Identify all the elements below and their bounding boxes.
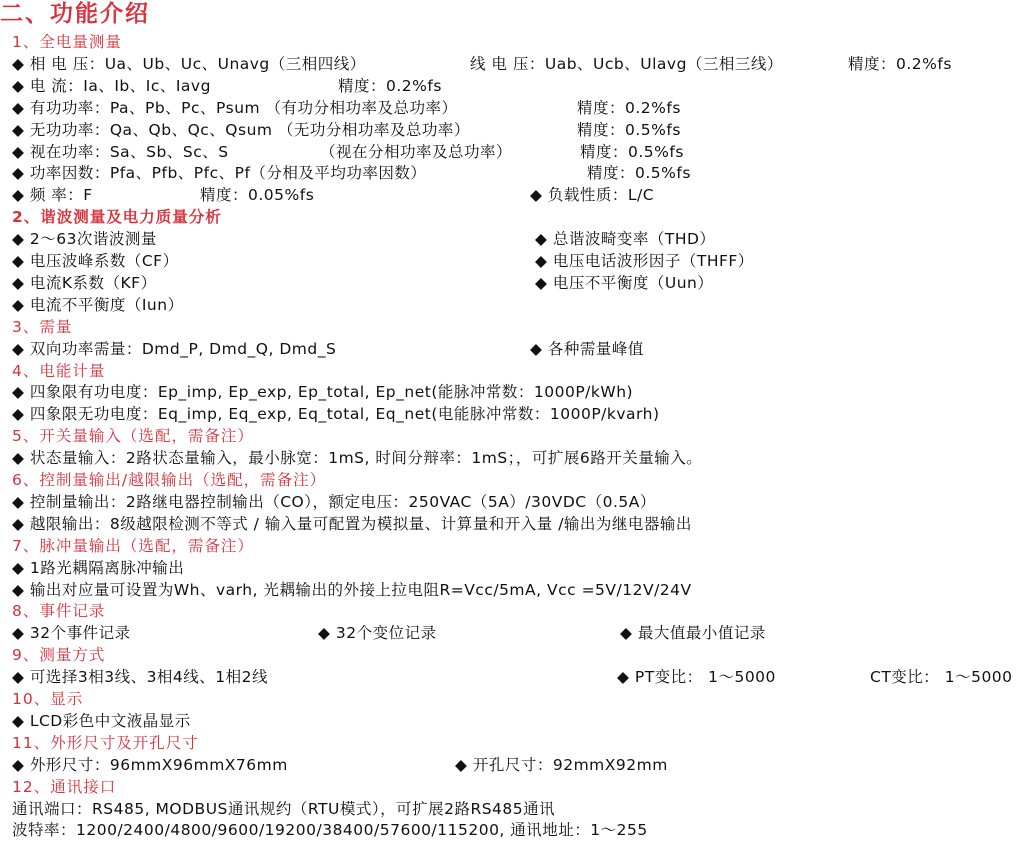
section-heading: 7、脉冲量输出（选配，需备注） <box>12 536 254 555</box>
page-title: 二、功能介绍 <box>0 1 150 27</box>
spec-text: ◆ 电流不平衡度（Iun） <box>12 295 184 314</box>
spec-line <box>0 579 1030 601</box>
spec-text: ◆ 外形尺寸：96mmX96mmX76mm <box>12 755 288 774</box>
spec-line <box>0 513 1030 535</box>
spec-line <box>0 119 1030 141</box>
section-heading: 3、需量 <box>12 317 73 336</box>
spec-text: ◆ 1路光耦隔离脉冲输出 <box>12 558 185 577</box>
spec-line <box>0 819 1030 841</box>
spec-line <box>0 491 1030 513</box>
spec-text: ◆ 频 率：F <box>12 186 93 205</box>
spec-line <box>0 272 1030 294</box>
spec-text: ◆ 总谐波畸变率（THD） <box>535 230 716 249</box>
spec-text: ◆ 四象限无功电度：Eq_imp, Eq_exp, Eq_total, Eq_net(电能脉冲常数：1000P/kvarh) <box>12 405 660 424</box>
spec-line <box>0 228 1030 250</box>
spec-line <box>0 294 1030 316</box>
spec-line <box>0 622 1030 644</box>
spec-text: 精度：0.2%fs <box>848 54 952 73</box>
spec-text: ◆ 32个事件记录 <box>12 624 131 643</box>
section-heading: 10、显示 <box>12 690 84 708</box>
spec-text: 线 电 压：Uab、Ucb、Ulavg（三相三线） <box>470 54 783 73</box>
spec-text: 通讯端口：RS485, MODBUS通讯规约（RTU模式），可扩展2路RS485通讯 <box>12 799 556 818</box>
section-heading: 11、外形尺寸及开孔尺寸 <box>12 733 199 752</box>
spec-text: 波特率：1200/2400/4800/9600/19200/38400/57600/115200, 通讯地址：1～255 <box>12 821 648 840</box>
spec-line <box>0 75 1030 97</box>
spec-text: ◆ 各种需量峰值 <box>530 339 644 358</box>
spec-line <box>0 250 1030 272</box>
spec-line <box>0 97 1030 119</box>
section-heading: 1、全电量测量 <box>12 33 122 51</box>
spec-line <box>0 403 1030 425</box>
spec-text: ◆ 2～63次谐波测量 <box>12 230 157 249</box>
spec-text: CT变比： 1～5000 <box>870 668 1013 687</box>
section-heading: 8、事件记录 <box>12 602 106 621</box>
spec-line <box>0 447 1030 469</box>
spec-line <box>0 557 1030 579</box>
spec-text: ◆ 开孔尺寸：92mmX92mm <box>455 755 668 774</box>
spec-line <box>0 184 1030 206</box>
spec-text: ◆ 控制量输出：2路继电器控制输出（CO），额定电压：250VAC（5A）/30VDC（0.5A） <box>12 492 656 511</box>
section-heading: 6、控制量输出/越限输出（选配，需备注） <box>12 471 327 489</box>
spec-line <box>0 381 1030 403</box>
section-heading: 5、开关量输入（选配，需备注） <box>12 427 254 446</box>
section-heading: 4、电能计量 <box>12 361 106 380</box>
spec-line <box>0 754 1030 776</box>
spec-line <box>0 798 1030 820</box>
spec-text: ◆ 视在功率：Sa、Sb、Sc、S <box>12 142 229 161</box>
spec-text: ◆ 32个变位记录 <box>318 624 437 643</box>
spec-line <box>0 53 1030 75</box>
spec-text: ◆ 有功功率：Pa、Pb、Pc、Psum （有功分相功率及总功率） <box>12 98 458 117</box>
spec-text: ◆ 功率因数：Pfa、Pfb、Pfc、Pf（分相及平均功率因数） <box>12 164 427 183</box>
spec-text: ◆ 状态量输入：2路状态量输入，最小脉宽：1mS, 时间分辩率：1mS；，可扩展6路开关量输入。 <box>12 449 703 468</box>
spec-text: 精度：0.5%fs <box>587 164 691 183</box>
spec-text: ◆ 电 流：Ia、Ib、Ic、Iavg <box>12 76 211 95</box>
spec-text: 精度：0.5%fs <box>577 120 681 139</box>
spec-line <box>0 710 1030 732</box>
section-heading: 9、测量方式 <box>12 646 106 665</box>
spec-text: ◆ 输出对应量可设置为Wh、varh, 光耦输出的外接上拉电阻R=Vcc/5mA, Vcc =5V/12V/24V <box>12 580 692 599</box>
section-heading: 2、谐波测量及电力质量分析 <box>12 208 222 227</box>
spec-text: 精度：0.05%fs <box>200 186 315 205</box>
spec-text: ◆ 双向功率需量：Dmd_P, Dmd_Q, Dmd_S <box>12 339 337 358</box>
spec-text: ◆ 最大值最小值记录 <box>620 624 766 643</box>
spec-text: ◆ LCD彩色中文液晶显示 <box>12 711 191 730</box>
spec-text: 精度：0.5%fs <box>580 142 684 161</box>
spec-text: ◆ 可选择3相3线、3相4线、1相2线 <box>12 668 269 687</box>
spec-text: ◆ 越限输出：8级越限检测不等式 / 输入量可配置为模拟量、计算量和开入量 /输出为继电器输出 <box>12 514 692 533</box>
spec-text: ◆ 电压波峰系数（CF） <box>12 252 179 270</box>
section-heading: 12、通讯接口 <box>12 777 117 796</box>
spec-line <box>0 162 1030 184</box>
spec-text: ◆ 电流K系数（KF） <box>12 273 157 292</box>
spec-text: ◆ 负载性质：L/C <box>530 186 655 205</box>
spec-line <box>0 141 1030 163</box>
spec-text: 精度：0.2%fs <box>577 98 681 117</box>
spec-text: ◆ 电压不平衡度（Uun） <box>535 273 714 292</box>
spec-text: ◆ 相 电 压：Ua、Ub、Uc、Unavg（三相四线） <box>12 54 366 73</box>
spec-line <box>0 666 1030 688</box>
spec-text: ◆ PT变比： 1～5000 <box>617 668 776 687</box>
spec-text: ◆ 无功功率：Qa、Qb、Qc、Qsum （无功分相功率及总功率） <box>12 120 470 139</box>
spec-line <box>0 338 1030 360</box>
spec-text: ◆ 电压电话波形因子（THFF） <box>535 252 754 270</box>
spec-text: （视在分相功率及总功率） <box>320 142 513 161</box>
spec-text: 精度：0.2%fs <box>338 76 442 95</box>
spec-text: ◆ 四象限有功电度：Ep_imp, Ep_exp, Ep_total, Ep_net(能脉冲常数：1000P/kWh) <box>12 383 634 402</box>
